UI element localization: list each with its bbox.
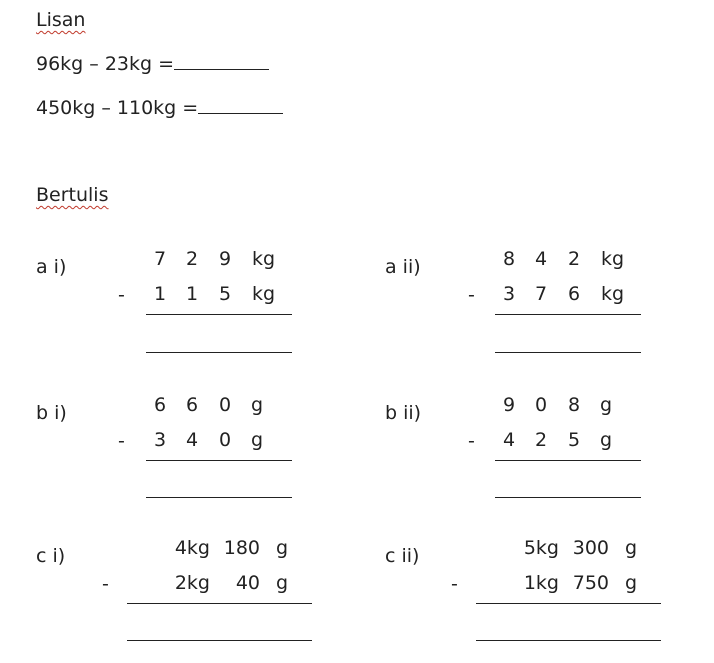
digit: 5 [218, 283, 232, 305]
question-label-c-i: c i) [36, 545, 66, 567]
digit: 8 [502, 248, 516, 270]
digit: 1 [185, 283, 199, 305]
c-i-top-row [150, 536, 310, 560]
question-label-b-i: b i) [36, 402, 67, 424]
digit: 2 [185, 248, 199, 270]
c-i-bottom-row [150, 571, 310, 595]
question-label-a-i: a i) [36, 256, 67, 278]
b-i-top-row [148, 393, 288, 417]
minus-sign: - [102, 573, 109, 595]
b-ii-top-row [497, 393, 637, 417]
minus-sign: - [118, 430, 125, 452]
digit: 9 [218, 248, 232, 270]
lisan-question-1 [36, 53, 269, 75]
digit: 0 [534, 394, 548, 416]
kg-value: 1kg [523, 572, 559, 594]
g-value: 180 [223, 537, 260, 559]
a-i-top-row [148, 247, 288, 271]
kg-value: 5kg [523, 537, 559, 559]
g-value: 300 [572, 537, 609, 559]
bertulis-heading: Bertulis [36, 184, 109, 206]
digit: 1 [153, 283, 167, 305]
lisan-heading: Lisan [36, 9, 86, 31]
digit: 7 [153, 248, 167, 270]
digit: 2 [534, 429, 548, 451]
kg-value: 2kg [174, 572, 210, 594]
minus-sign: - [468, 284, 475, 306]
answer-line[interactable] [127, 640, 312, 641]
g-value: 750 [572, 572, 609, 594]
digit: 6 [153, 394, 167, 416]
sum-line [495, 460, 641, 461]
question-label-c-ii: c ii) [385, 545, 420, 567]
answer-blank[interactable] [174, 53, 269, 70]
minus-sign: - [468, 430, 475, 452]
answer-line[interactable] [476, 640, 661, 641]
answer-line[interactable] [146, 352, 292, 353]
sum-line [146, 314, 292, 315]
unit: g [624, 537, 637, 559]
digit: 6 [185, 394, 199, 416]
unit: g [251, 394, 264, 416]
digit: 4 [502, 429, 516, 451]
a-i-bottom-row [148, 282, 288, 306]
digit: 0 [218, 394, 232, 416]
sum-line [146, 460, 292, 461]
answer-line[interactable] [495, 497, 641, 498]
c-ii-top-row [499, 536, 659, 560]
answer-blank[interactable] [198, 97, 283, 114]
minus-sign: - [451, 573, 458, 595]
unit: g [600, 429, 613, 451]
digit: 4 [534, 248, 548, 270]
minus-sign: - [118, 284, 125, 306]
kg-value: 4kg [174, 537, 210, 559]
question-label-a-ii: a ii) [385, 256, 421, 278]
unit: kg [252, 283, 276, 305]
digit: 3 [153, 429, 167, 451]
unit: g [275, 572, 288, 594]
unit: kg [601, 248, 625, 270]
unit: g [600, 394, 613, 416]
unit: kg [252, 248, 276, 270]
digit: 8 [567, 394, 581, 416]
a-ii-bottom-row [497, 282, 637, 306]
sum-line [127, 603, 312, 604]
lisan-question-2 [36, 97, 283, 119]
answer-line[interactable] [495, 352, 641, 353]
digit: 3 [502, 283, 516, 305]
unit: g [251, 429, 264, 451]
b-i-bottom-row [148, 428, 288, 452]
c-ii-bottom-row [499, 571, 659, 595]
digit: 5 [567, 429, 581, 451]
digit: 7 [534, 283, 548, 305]
lisan-q1-text: 96kg – 23kg = [36, 53, 175, 75]
sum-line [495, 314, 641, 315]
digit: 6 [567, 283, 581, 305]
sum-line [476, 603, 661, 604]
g-value: 40 [235, 572, 260, 594]
digit: 0 [218, 429, 232, 451]
a-ii-top-row [497, 247, 637, 271]
unit: g [275, 537, 288, 559]
digit: 2 [567, 248, 581, 270]
unit: kg [601, 283, 625, 305]
answer-line[interactable] [146, 497, 292, 498]
lisan-q2-text: 450kg – 110kg = [36, 97, 199, 119]
digit: 4 [185, 429, 199, 451]
unit: g [624, 572, 637, 594]
b-ii-bottom-row [497, 428, 637, 452]
digit: 9 [502, 394, 516, 416]
question-label-b-ii: b ii) [385, 402, 422, 424]
